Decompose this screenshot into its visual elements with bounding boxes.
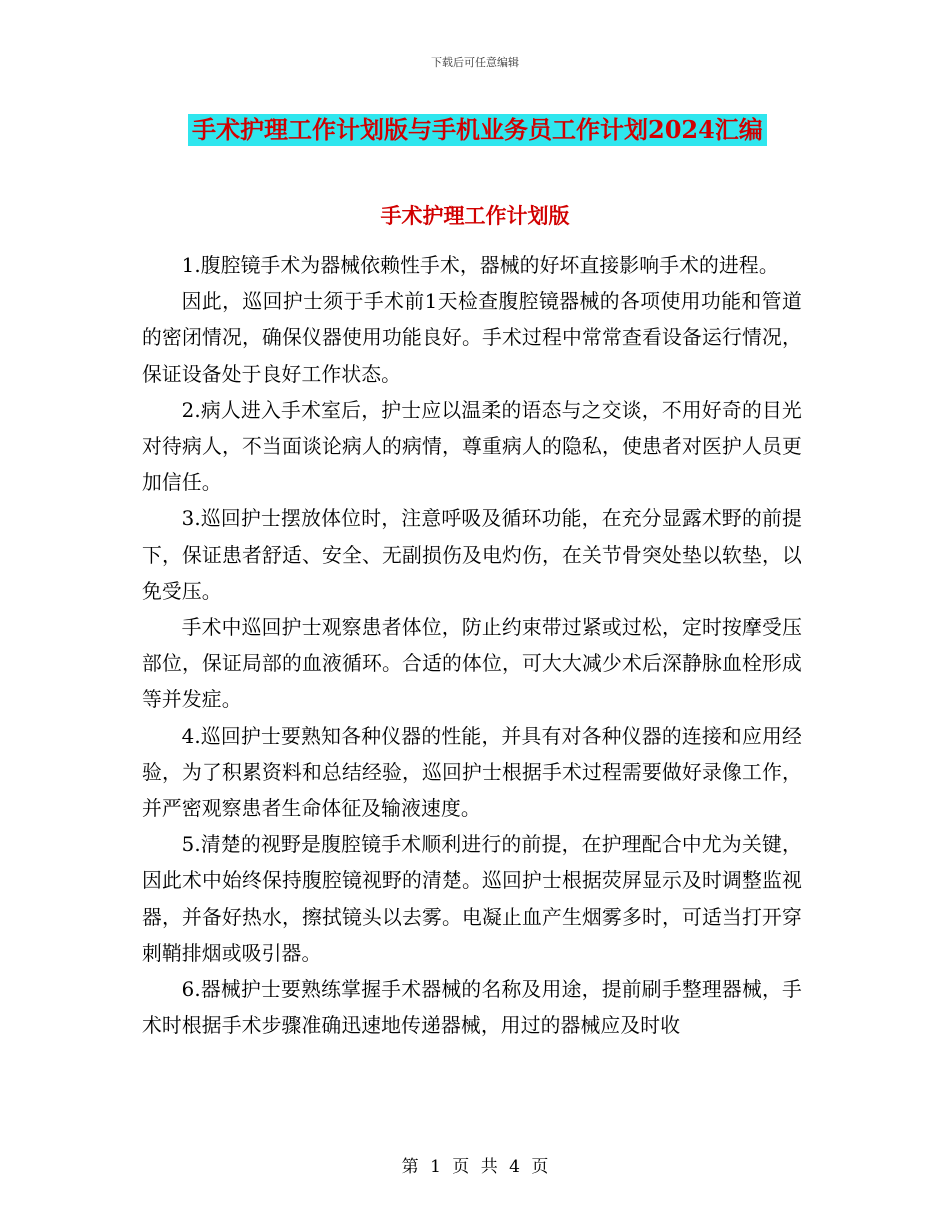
page-number: 第 1 页 共 4 页 [401,1157,549,1177]
document-title: 手术护理工作计划版与手机业务员工作计划2024汇编 [188,114,767,146]
paragraph: 因此，巡回护士须于手术前1天检查腹腔镜器械的各项使用功能和管道的密闭情况，确保仪器使用功能良好。手术过程中常常查看设备运行情况，保证设备处于良好工作状态。 [142,290,802,386]
document-body [142,248,802,1044]
paragraph: 5.清楚的视野是腹腔镜手术顺利进行的前提，在护理配合中尤为关键，因此术中始终保持腹腔镜视野的清楚。巡回护士根据荧屏显示及时调整监视器，并备好热水，擦拭镜头以去雾。电凝止血产生烟雾多时，可适当打开穿刺鞘排烟或吸引器。 [142,833,802,965]
paragraph: 4.巡回护士要熟知各种仪器的性能，并具有对各种仪器的连接和应用经验，为了积累资料和总结经验，巡回护士根据手术过程需要做好录像工作，并严密观察患者生命体征及输液速度。 [142,724,802,821]
paragraph: 6.器械护士要熟练掌握手术器械的名称及用途，提前刷手整理器械，手术时根据手术步骤准确迅速地传递器械，用过的器械应及时收 [142,978,802,1038]
header-note: 下载后可任意编辑 [431,56,519,69]
paragraph: 2.病人进入手术室后，护士应以温柔的语态与之交谈，不用好奇的目光对待病人，不当面谈论病人的病情，尊重病人的隐私，使患者对医护人员更加信任。 [142,398,802,495]
paragraph: 3.巡回护士摆放体位时，注意呼吸及循环功能，在充分显露术野的前提下，保证患者舒适、安全、无副损伤及电灼伤，在关节骨突处垫以软垫，以免受压。 [142,507,802,603]
paragraph: 1.腹腔镜手术为器械依赖性手术，器械的好坏直接影响手术的进程。 [181,254,779,277]
section-title: 手术护理工作计划版 [380,203,570,228]
paragraph: 手术中巡回护士观察患者体位，防止约束带过紧或过松，定时按摩受压部位，保证局部的血液循环。合适的体位，可大大减少术后深静脉血栓形成等并发症。 [142,616,802,712]
